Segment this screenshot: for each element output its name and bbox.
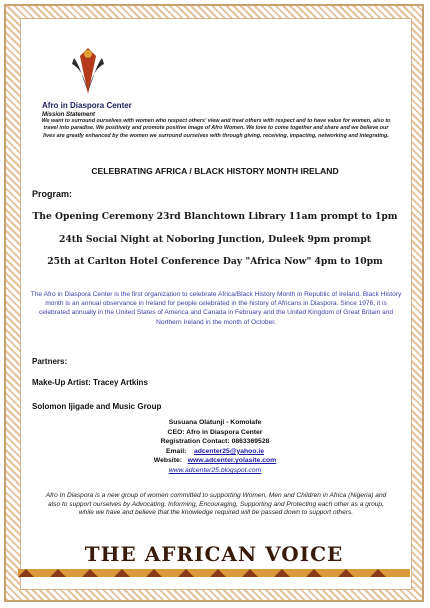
mission-heading: Mission Statement	[42, 112, 96, 118]
email-link[interactable]: adcenter25@yahoo.ie	[193, 447, 265, 455]
program-item: The Opening Ceremony 23rd Blanchtown Library 11am prompt to 1pm	[32, 211, 398, 222]
contact-role: CEO: Afro in Diaspora Center	[167, 428, 263, 436]
website-row	[0, 456, 430, 466]
page-title: CELEBRATING AFRICA / BLACK HISTORY MONTH IRELAND	[91, 166, 339, 176]
website-label: Website:	[153, 457, 182, 465]
afro-center-logo-icon	[66, 46, 110, 98]
blog-link[interactable]: www.adcenter25.blogspot.com	[168, 466, 262, 474]
partner-item: Make-Up Artist: Tracey Artkins	[32, 378, 148, 387]
blog-row	[0, 466, 430, 476]
program-label: Program:	[32, 189, 73, 199]
footer-note: Afro In Diaspora is a new group of women committed to supporting Women, Men and Children in Africa (Nigeria) and also to support ourselves by Advocating, Informing, Encouraging, Supporting and Protecting each other as a group, while we have and believe that the knowledge required will be passed down to support others.	[45, 492, 387, 517]
email-row	[0, 447, 430, 457]
registration-contact: Registration Contact: 0863369528	[160, 438, 270, 446]
banner-title: THE AFRICAN VOICE	[84, 542, 344, 566]
contact-name: Susuana Olatunji - Komolafe	[168, 419, 262, 426]
mission-text: We want to surround ourselves with women who respect others' view and treat others with respect and to have value for women, also to travel into paradise. We positively and promote positive image of Afro Women. We love to come together and share and we believe our lives are greatly enhanced by the women we surround ourselves with through giving, receiving, impacting, networking and integrating.	[41, 118, 391, 139]
program-item: 25th at Carlton Hotel Conference Day "Africa Now" 4pm to 10pm	[47, 256, 383, 267]
email-label: Email:	[165, 447, 187, 455]
program-item: 24th Social Night at Noboring Junction, Duleek 9pm prompt	[58, 234, 372, 245]
org-name: Afro in Diaspora Center	[42, 101, 132, 110]
partner-item: Solomon Ijigade and Music Group	[32, 402, 162, 411]
website-link[interactable]: www.adcenter.yolasite.com	[187, 457, 277, 465]
history-blurb: The Afro in Diaspora Center is the first organization to celebrate Africa/Black History Month in Republic of Ireland. Black History month is an annual observance in Ireland for people celebrated in the history of Africans in Diaspora. Since 1976, it is celebrated annually in the United States of America and Canada in February and the United Kingdom of Great Britain and Northern Ireland in the month of October.	[30, 291, 402, 326]
partners-label: Partners:	[32, 357, 68, 366]
contact-block	[0, 418, 430, 476]
